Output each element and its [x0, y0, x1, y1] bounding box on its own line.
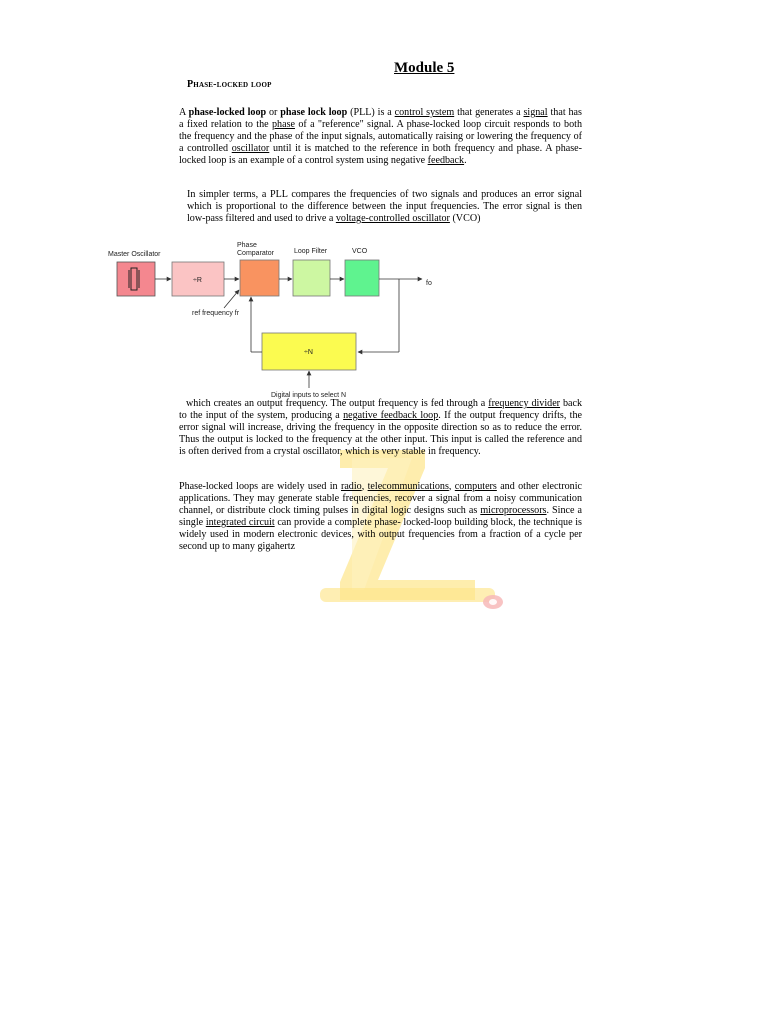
block-loop-filter — [293, 260, 330, 296]
link-feedback[interactable]: feedback — [427, 155, 465, 166]
link-oscillator[interactable]: oscillator — [231, 143, 270, 154]
label-phase-comparator-2: Comparator — [237, 250, 274, 257]
paragraph-simpler-terms: In simpler terms, a PLL compares the frequencies of two signals and produces an error signal which is proportional to the difference between the input frequencies. The error signal is then low-pass filtered and used to drive a voltage-controlled oscillator (VCO) — [187, 189, 582, 224]
paragraph-output-frequency: which creates an output frequency. The output frequency is fed through a frequency divider back to the input of the system, producing a negative feedback loop. If the output frequency drifts, the error signal will increase, driving the frequency in the opposite direction so as to reduce the error. Thus the output is locked to the frequency at the other input. This input is called the reference and is often derived from a crystal oscillator, which is very stable in frequency. — [179, 398, 583, 457]
label-phase-comparator-1: Phase — [237, 242, 257, 249]
label-divide-n: ÷N — [304, 349, 313, 356]
link-computers[interactable]: computers — [454, 481, 497, 492]
label-vco: VCO — [352, 248, 368, 255]
label-divide-r: ÷R — [193, 277, 202, 284]
link-control-system[interactable]: control system — [394, 107, 455, 118]
link-vco[interactable]: voltage-controlled oscillator — [335, 213, 450, 224]
link-telecommunications[interactable]: telecommunications — [367, 481, 449, 492]
paragraph-applications: Phase-locked loops are widely used in radio, telecommunications, computers and other electronic applications. They may generate stable frequencies, recover a signal from a noisy communication channel, or distribute clock timing pulses in digital logic designs such as microprocessors. Since a single integrated circuit can provide a complete phase- locked-loop building block, the technique is widely used in modern electronic devices, with output frequencies from a fraction of a cycle per second up to many gigahertz — [179, 481, 583, 552]
crystal-icon — [129, 268, 139, 290]
block-phase-comparator — [240, 260, 279, 296]
paragraph-intro: A phase-locked loop or phase lock loop (PLL) is a control system that generates a signal that has a fixed relation to the phase of a "reference" signal. A phase-locked loop circuit responds to both the frequency and the phase of the input signals, automatically raising or lowering the frequency of a controlled oscillator until it is matched to the reference in both frequency and phase. A phase-locked loop is an example of a control system using negative feedback. — [179, 107, 582, 166]
link-integrated-circuit[interactable]: integrated circuit — [205, 517, 275, 528]
link-radio[interactable]: radio — [340, 481, 362, 492]
link-signal[interactable]: signal — [523, 107, 548, 118]
section-title: Phase-locked loop — [187, 79, 272, 90]
module-title: Module 5 — [394, 60, 455, 76]
watermark-bar — [320, 588, 495, 602]
label-output-fo: fo — [426, 280, 432, 287]
link-phase[interactable]: phase — [272, 119, 295, 130]
block-vco — [345, 260, 379, 296]
link-frequency-divider[interactable]: frequency divider — [488, 398, 561, 409]
label-loop-filter: Loop Filter — [294, 248, 328, 255]
label-ref-frequency: ref frequency fr — [192, 310, 240, 317]
label-digital-inputs: Digital inputs to select N — [271, 392, 347, 399]
label-master-oscillator: Master Oscillator — [108, 251, 161, 258]
pll-block-diagram — [100, 238, 460, 400]
link-negative-feedback-loop[interactable]: negative feedback loop — [343, 410, 439, 421]
link-microprocessors[interactable]: microprocessors — [480, 505, 547, 516]
